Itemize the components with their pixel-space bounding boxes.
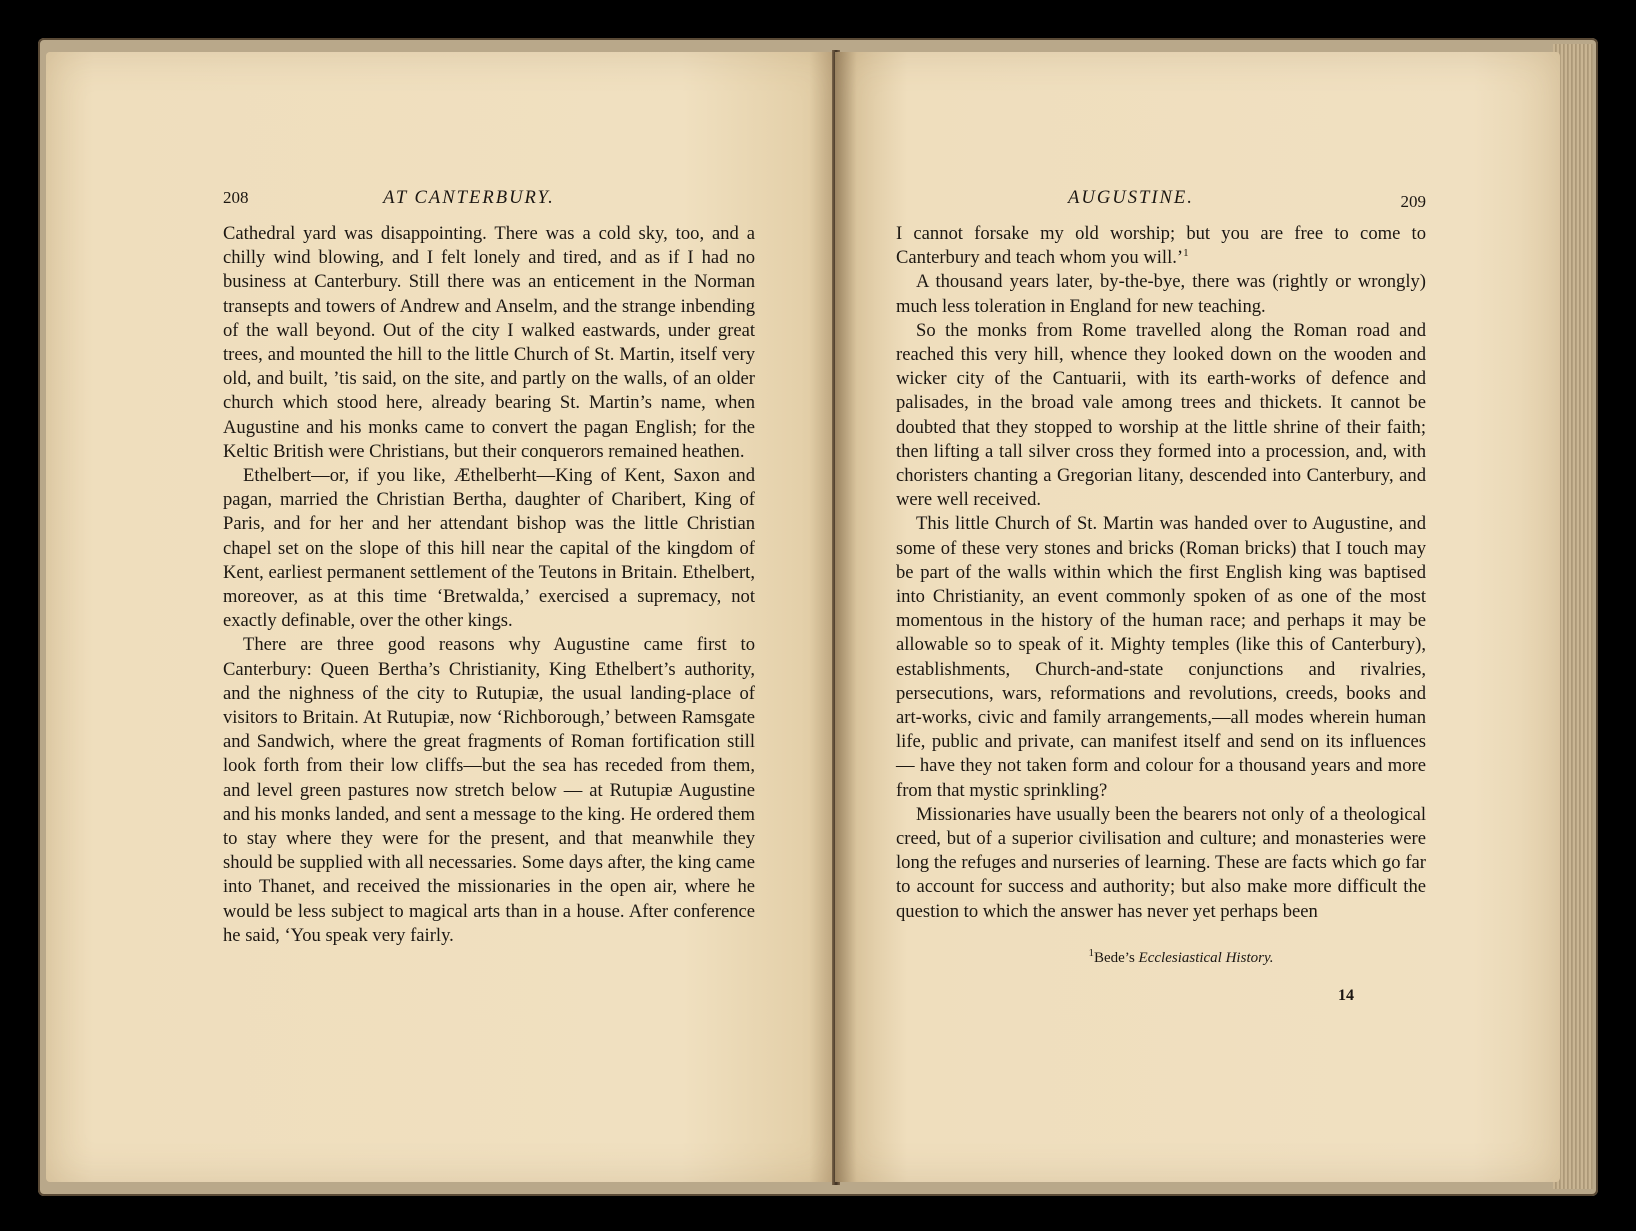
footnote: [896, 946, 1426, 970]
right-page-number: 209: [1400, 192, 1426, 211]
left-running-title: AT CANTERBURY.: [383, 187, 555, 208]
footnote-reference: 1: [1183, 247, 1189, 260]
footnote-prefix: Bede’s: [1093, 949, 1139, 966]
right-paragraph-1-text: I cannot forsake my old worship; but you are free to come to Canterbury and teach whom you will.’: [896, 223, 1426, 269]
right-paragraph-3: So the monks from Rome travelled along the Roman road and reached this very hill, whence they looked down on the wooden and wicker city of the Cantuarii, with its earth-works of defence and palisades, in the broad vale among trees and thickets. It cannot be doubted that they stopped to worship at the little shrine of their faith; then lifting a tall silver cross they formed into a procession, and, with choristers chanting a Gregorian litany, descended into Canterbury, and were well received.: [896, 319, 1426, 511]
right-running-head: [896, 186, 1426, 216]
right-paragraph-5: Missionaries have usually been the bearers not only of a theological creed, but of a superior civilisation and culture; and monasteries were long the refuges and nurseries of learning. These are facts which go far to account for success and authority; but also make more difficult the question to which the answer has never yet perhaps been: [896, 803, 1426, 922]
left-paragraph-1: Cathedral yard was disappointing. There was a cold sky, too, and a chilly wind blowing, and I felt lonely and tired, and as if I had no business at Canterbury. Still there was an enticement in the Norman transepts and towers of Andrew and Anselm, and the strange inbending of the wall beyond. Out of the city I walked eastwards, under great trees, and mounted the hill to the little Church of St. Martin, itself very old, and built, ’tis said, on the site, and partly on the walls, of an older church which stood here, already bearing St. Martin’s name, when Augustine and his monks came to convert the pagan English; for the Keltic British were Christians, but their conquerors remained heathen.: [223, 223, 755, 462]
left-page-number: 208: [223, 188, 249, 207]
signature-mark: 14: [1338, 987, 1354, 1005]
right-paragraph-1: [896, 222, 1426, 270]
left-paragraph-2: Ethelbert—or, if you like, Æthelberht—King of Kent, Saxon and pagan, married the Christian Bertha, daughter of Charibert, King of Paris, and for her and her attendant bishop was the little Christian chapel set on the slope of this hill near the capital of the kingdom of Kent, earliest permanent settlement of the Teutons in Britain. Ethelbert, moreover, as at this time ‘Bretwalda,’ exercised a supremacy, not exactly definable, over the other kings.: [223, 465, 755, 632]
footnote-title: Ecclesiastical History.: [1138, 949, 1274, 966]
right-paragraph-4: This little Church of St. Martin was handed over to Augustine, and some of these very stones and bricks (Roman bricks) that I touch may be part of the walls within which the first English king was baptised into Christianity, an event commonly spoken of as one of the most momentous in the history of the human race; and perhaps it may be allowable so to speak of it. Mighty temples (like this of Canterbury), establishments, Church-and-state conjunctions and rivalries, persecutions, wars, reformations and revolutions, creeds, books and art-works, civic and family arrangements,—all modes wherein human life, public and private, can manifest itself and send on its influences — have they not taken form and colour for a thousand years and more from that mystic sprinkling?: [896, 513, 1426, 801]
left-page: [46, 52, 841, 1182]
left-running-head: [223, 186, 755, 216]
right-running-title: AUGUSTINE.: [1068, 187, 1194, 208]
footnote-marker: 1: [1088, 946, 1094, 959]
left-text-block: [223, 186, 755, 948]
right-paragraph-2: A thousand years later, by-the-bye, there was (rightly or wrongly) much less toleration in England for new teaching.: [896, 271, 1426, 317]
right-page: [835, 52, 1560, 1182]
right-text-block: [896, 186, 1426, 1008]
left-paragraph-3: There are three good reasons why Augustine came first to Canterbury: Queen Bertha’s Christianity, King Ethelbert’s authority, and the nighness of the city to Rutupiæ, the usual landing-place of visitors to Britain. At Rutupiæ, now ‘Richborough,’ between Ramsgate and Sandwich, where the great fragments of Roman fortification still look forth from their low cliffs—but the sea has receded from them, and level green pastures now stretch below — at Rutupiæ Augustine and his monks landed, and sent a message to the king. He ordered them to stay where they were for the present, and that meanwhile they should be supplied with all necessaries. Some days after, the king came into Thanet, and received the missionaries in the open air, where he would be less subject to magical arts than in a house. After conference he said, ‘You speak very fairly.: [223, 634, 755, 946]
